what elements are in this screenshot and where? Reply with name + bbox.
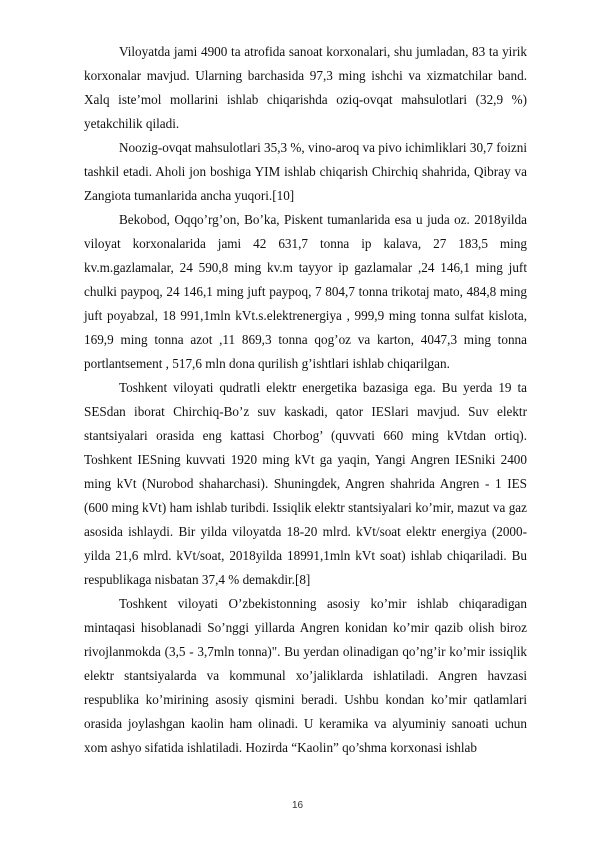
paragraph-coal-mining: Toshkent viloyati O’zbekistonning asosiy ko’mir ishlab chiqaradigan mintaqasi hisoblanadi So’nggi yillarda Angren konidan ko’mir qazib olish biroz rivojlanmokda (3,5 - 3,7mln tonna)". Bu yerdan olinadigan qo’ng’ir ko’mir issiqlik elektr stantsiyalarda va kommunal xo’jaliklarda ishlatiladi. Angren havzasi respublika ko’mirining asosiy qismini beradi. Ushbu kondan ko’mir qatlamlari orasida joylashgan kaolin ham olinadi. U keramika va alyuminiy sanoati uchun xom ashyo sifatida ishlatiladi. Hozirda “Kaolin” qo’shma korxonasi ishlab	[84, 596, 527, 755]
body-text	[84, 40, 527, 760]
paragraph-nonfood-products: Noozig-ovqat mahsulotlari 35,3 %, vino-aroq va pivo ichimliklari 30,7 foizni tashkil etadi. Aholi jon boshiga YIM ishlab chiqarish Chirchiq shahrida, Qibray va Zangiota tumanlarida ancha yuqori.[10]	[84, 140, 527, 203]
page-number: 16	[291, 800, 304, 811]
paragraph-industry-overview: Viloyatda jami 4900 ta atrofida sanoat korxonalari, shu jumladan, 83 ta yirik korxonalar mavjud. Ularning barchasida 97,3 ming ishchi va xizmatchilar band. Xalq iste’mol mollarini ishlab chiqarishda oziq-ovqat mahsulotlari (32,9 %) yetakchilik qiladi.	[84, 44, 527, 131]
paragraph-energy-base: Toshkent viloyati qudratli elektr energetika bazasiga ega. Bu yerda 19 ta SESdan iborat Chirchiq-Bo’z suv kaskadi, qator IESlari mavjud. Suv elektr stantsiyalari orasida eng kattasi Chorbog’ (quvvati 660 ming kVtdan ortiq). Toshkent IESning kuvvati 1920 ming kVt ga yaqin, Yangi Angren IESniki 2400 ming kVt (Nurobod shaharchasi). Shuningdek, Angren shahrida Angren - 1 IES (600 ming kVt) ham ishlab turibdi. Issiqlik elektr stantsiyalari ko’mir, mazut va gaz asosida ishlaydi. Bir yilda viloyatda 18-20 mlrd. kVt/soat elektr energiya (2000- yilda 21,6 mlrd. kVt/soat, 2018yilda 18991,1mln kVt soat) ishlab chiqariladi. Bu respublikaga nisbatan 37,4 % demakdir.[8]	[84, 380, 527, 587]
paragraph-production-volumes: Bekobod, Oqqo’rg’on, Bo’ka, Piskent tumanlarida esa u juda oz. 2018yilda viloyat korxonalarida jami 42 631,7 tonna ip kalava, 27 183,5 ming kv.m.gazlamalar, 24 590,8 ming kv.m tayyor ip gazlamalar ,24 146,1 ming juft chulki paypoq, 24 146,1 ming juft paypoq, 7 804,7 tonna trikotaj mato, 484,8 ming juft poyabzal, 18 991,1mln kVt.s.elektrenergiya , 999,9 ming tonna sulfat kislota, 169,9 ming tonna azot ,11 869,3 tonna qog’oz va karton, 4047,3 ming tonna portlantsement , 517,6 mln dona qurilish g’ishtlari ishlab chiqarilgan.	[84, 212, 527, 371]
